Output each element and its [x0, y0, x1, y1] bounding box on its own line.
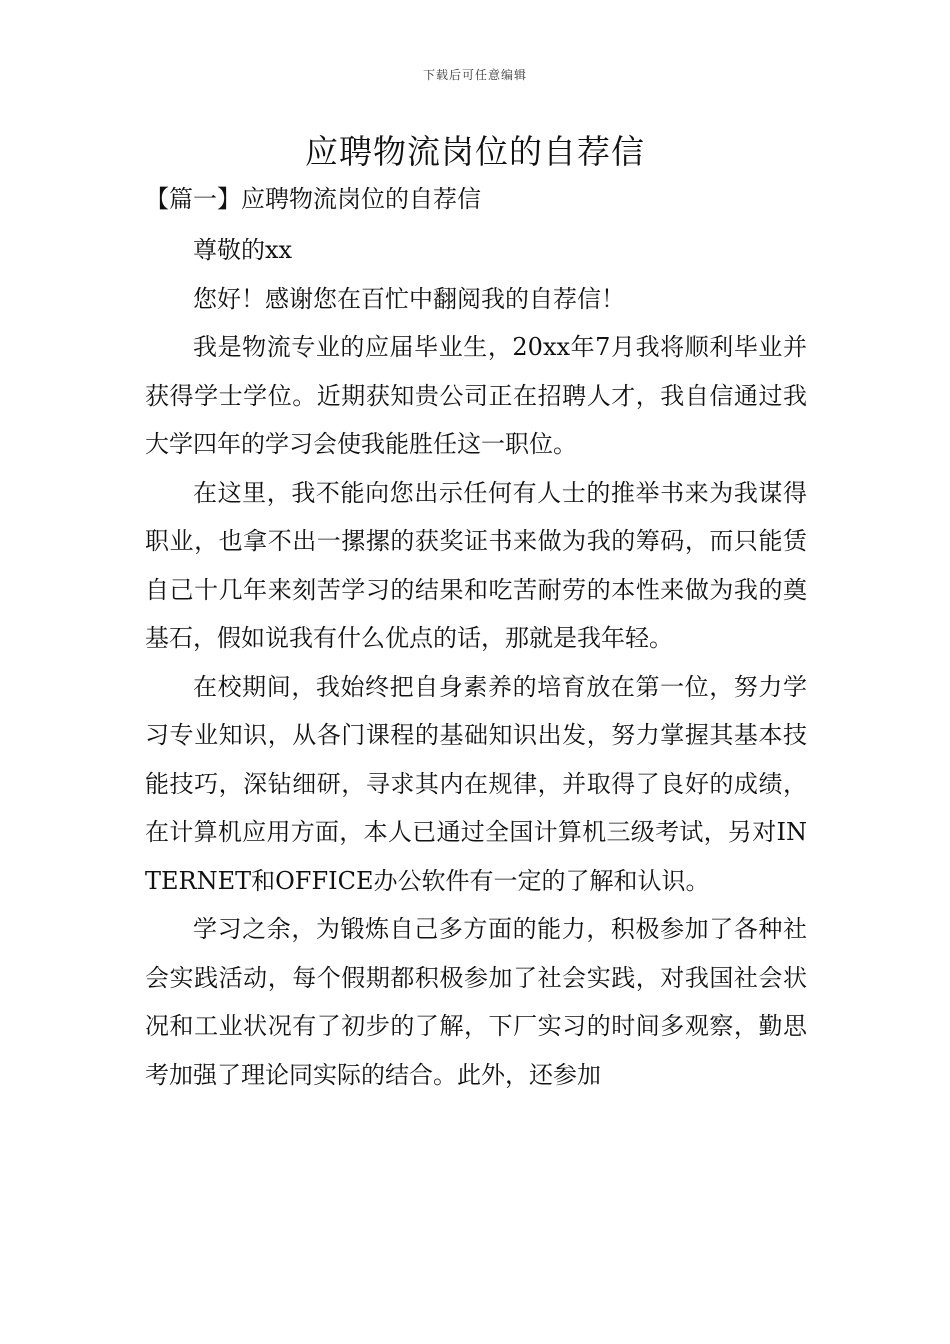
header-note: 下载后可任意编辑 [422, 68, 527, 82]
document-title: 应聘物流岗位的自荐信 [305, 132, 645, 171]
section-heading: 【篇一】应聘物流岗位的自荐信 [145, 185, 481, 213]
paragraph-practice: 学习之余，为锻炼自己多方面的能力，积极参加了各种社会实践活动，每个假期都积极参加了社会实践，对我国社会状况和工业状况有了初步的了解，下厂实习的时间多观察，勤思考加强了理论同实际的结合。此外，还参加 [145, 915, 807, 1089]
paragraph-self-statement: 在这里，我不能向您出示任何有人士的推举书来为我谋得职业，也拿不出一摞摞的获奖证书来做为我的筹码，而只能赁自己十几年来刻苦学习的结果和吃苦耐劳的本性来做为我的奠基石，假如说我有什么优点的话，那就是我年轻。 [145, 478, 807, 652]
salutation: 尊敬的xx [193, 236, 293, 264]
paragraph-study: 在校期间，我始终把自身素养的培育放在第一位，努力学习专业知识，从各门课程的基础知识出发，努力掌握其基本技能技巧，深钻细研，寻求其内在规律，并取得了良好的成绩，在计算机应用方面，本人已通过全国计算机三级考试，另对INTERNET和OFFICE办公软件有一定的了解和认识。 [145, 672, 807, 895]
letter-body [145, 226, 807, 1099]
paragraph-introduction: 我是物流专业的应届毕业生，20xx年7月我将顺利毕业并获得学士学位。近期获知贵公司正在招聘人才，我自信通过我大学四年的学习会使我能胜任这一职位。 [145, 333, 807, 458]
greeting: 您好！感谢您在百忙中翻阅我的自荐信！ [193, 284, 625, 313]
